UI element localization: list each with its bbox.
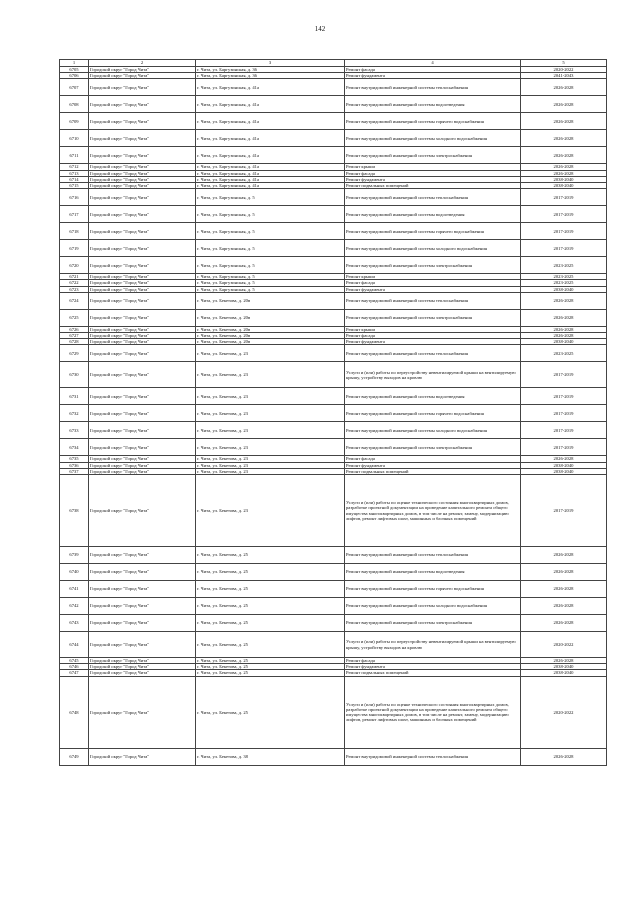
- row-number: 6713: [60, 170, 89, 176]
- period-cell: 2026-2028: [521, 79, 607, 96]
- address-cell: г. Чита, ул. Бекетова, д. 20в: [196, 326, 345, 332]
- address-cell: г. Чита, ул. Бекетова, д. 23: [196, 422, 345, 439]
- work-type-cell: Ремонт внутридомовой инженерной системы электроснабжения: [345, 257, 521, 274]
- municipality-cell: Городской округ "Город Чита": [89, 223, 196, 240]
- period-cell: 2026-2028: [521, 326, 607, 332]
- period-cell: 2026-2028: [521, 333, 607, 339]
- municipality-cell: Городской округ "Город Чита": [89, 670, 196, 676]
- row-number: 6718: [60, 223, 89, 240]
- column-header: 1: [60, 60, 89, 67]
- period-cell: 2023-2025: [521, 345, 607, 362]
- row-number: 6732: [60, 405, 89, 422]
- period-cell: 2023-2025: [521, 274, 607, 280]
- municipality-cell: Городской округ "Город Чита": [89, 240, 196, 257]
- work-type-cell: Ремонт крыши: [345, 326, 521, 332]
- row-number: 6723: [60, 286, 89, 292]
- row-number: 6712: [60, 164, 89, 170]
- period-cell: 2038-2040: [521, 664, 607, 670]
- address-cell: г. Чита, ул. Баргузинская, д. 5: [196, 274, 345, 280]
- address-cell: г. Чита, ул. Баргузинская, д. 41а: [196, 113, 345, 130]
- municipality-cell: Городской округ "Город Чита": [89, 362, 196, 388]
- table-row: [60, 748, 607, 765]
- table-row: [60, 439, 607, 456]
- row-number: 6716: [60, 189, 89, 206]
- period-cell: 2026-2028: [521, 147, 607, 164]
- column-header: 3: [196, 60, 345, 67]
- address-cell: г. Чита, ул. Баргузинская, д. 41а: [196, 79, 345, 96]
- period-cell: 2026-2028: [521, 130, 607, 147]
- row-number: 6731: [60, 388, 89, 405]
- work-type-cell: Услуги и (или) работы по оценке технического состояния многоквартирных домов, разработке проектной документации на проведение капитального ремонта общего имущества многоквартирных домов, в том числе на ремонт, замену, модернизацию лифтов, ремонт лифтовых шахт, машинных и блочных помещений: [345, 475, 521, 547]
- address-cell: г. Чита, ул. Бекетова, д. 20в: [196, 333, 345, 339]
- table-row: [60, 564, 607, 581]
- row-number: 6710: [60, 130, 89, 147]
- table-row: [60, 388, 607, 405]
- work-type-cell: Ремонт внутридомовой инженерной системы теплоснабжения: [345, 292, 521, 309]
- period-cell: 2017-2019: [521, 388, 607, 405]
- period-cell: 2026-2028: [521, 598, 607, 615]
- work-type-cell: Ремонт внутридомовой инженерной системы горячего водоснабжения: [345, 581, 521, 598]
- work-type-cell: Ремонт внутридомовой инженерной системы электроснабжения: [345, 309, 521, 326]
- work-type-cell: Ремонт фасада: [345, 67, 521, 73]
- period-cell: 2038-2040: [521, 286, 607, 292]
- municipality-cell: Городской округ "Город Чита": [89, 309, 196, 326]
- municipality-cell: Городской округ "Город Чита": [89, 664, 196, 670]
- address-cell: г. Чита, ул. Бекетова, д. 23: [196, 462, 345, 468]
- period-cell: 2026-2028: [521, 615, 607, 632]
- address-cell: г. Чита, ул. Бекетова, д. 25: [196, 615, 345, 632]
- address-cell: г. Чита, ул. Бекетова, д. 25: [196, 598, 345, 615]
- period-cell: 2038-2040: [521, 176, 607, 182]
- table-row: [60, 362, 607, 388]
- row-number: 6740: [60, 564, 89, 581]
- work-type-cell: Услуги и (или) работы по переустройству невентилируемой крыши на вентилируемую крышу, устройству выходов на кровлю: [345, 362, 521, 388]
- municipality-cell: Городской округ "Город Чита": [89, 462, 196, 468]
- table-row: [60, 345, 607, 362]
- row-number: 6736: [60, 462, 89, 468]
- table-row: [60, 676, 607, 748]
- table-row: [60, 309, 607, 326]
- municipality-cell: Городской округ "Город Чита": [89, 113, 196, 130]
- municipality-cell: Городской округ "Город Чита": [89, 564, 196, 581]
- address-cell: г. Чита, ул. Бекетова, д. 23: [196, 362, 345, 388]
- table-row: [60, 405, 607, 422]
- work-type-cell: Ремонт внутридомовой инженерной системы теплоснабжения: [345, 748, 521, 765]
- period-cell: 2026-2028: [521, 309, 607, 326]
- municipality-cell: Городской округ "Город Чита": [89, 257, 196, 274]
- work-type-cell: Ремонт внутридомовой инженерной системы теплоснабжения: [345, 547, 521, 564]
- address-cell: г. Чита, ул. Баргузинская, д. 5: [196, 223, 345, 240]
- row-number: 6733: [60, 422, 89, 439]
- municipality-cell: Городской округ "Город Чита": [89, 333, 196, 339]
- work-type-cell: Ремонт подвальных помещений: [345, 670, 521, 676]
- period-cell: 2017-2019: [521, 405, 607, 422]
- municipality-cell: Городской округ "Город Чита": [89, 456, 196, 462]
- work-type-cell: Ремонт внутридомовой инженерной системы электроснабжения: [345, 147, 521, 164]
- period-cell: 2017-2019: [521, 189, 607, 206]
- address-cell: г. Чита, ул. Баргузинская, д. 5: [196, 240, 345, 257]
- work-type-cell: Ремонт внутридомовой инженерной системы холодного водоснабжения: [345, 598, 521, 615]
- table-row: [60, 257, 607, 274]
- municipality-cell: Городской округ "Город Чита": [89, 189, 196, 206]
- work-type-cell: Ремонт внутридомовой инженерной системы теплоснабжения: [345, 189, 521, 206]
- work-type-cell: Ремонт внутридомовой инженерной системы водоотведения: [345, 564, 521, 581]
- address-cell: г. Чита, ул. Бекетова, д. 25: [196, 547, 345, 564]
- municipality-cell: Городской округ "Город Чита": [89, 598, 196, 615]
- period-cell: 2026-2028: [521, 113, 607, 130]
- work-type-cell: Ремонт внутридомовой инженерной системы холодного водоснабжения: [345, 130, 521, 147]
- table-row: [60, 475, 607, 547]
- row-number: 6742: [60, 598, 89, 615]
- row-number: 6705: [60, 67, 89, 73]
- address-cell: г. Чита, ул. Баргузинская, д. 5: [196, 257, 345, 274]
- period-cell: 2038-2040: [521, 670, 607, 676]
- municipality-cell: Городской округ "Город Чита": [89, 183, 196, 189]
- address-cell: г. Чита, ул. Бекетова, д. 23: [196, 405, 345, 422]
- work-type-cell: Ремонт фундамента: [345, 462, 521, 468]
- work-type-cell: Услуги и (или) работы по переустройству невентилируемой крыши на вентилируемую крышу, устройству выходов на кровлю: [345, 632, 521, 658]
- period-cell: 2038-2040: [521, 339, 607, 345]
- municipality-cell: Городской округ "Город Чита": [89, 206, 196, 223]
- municipality-cell: Городской округ "Город Чита": [89, 67, 196, 73]
- work-type-cell: Ремонт фундамента: [345, 73, 521, 79]
- address-cell: г. Чита, ул. Бекетова, д. 23: [196, 475, 345, 547]
- row-number: 6715: [60, 183, 89, 189]
- municipality-cell: Городской округ "Город Чита": [89, 388, 196, 405]
- table-row: [60, 147, 607, 164]
- municipality-cell: Городской округ "Город Чита": [89, 176, 196, 182]
- municipality-cell: Городской округ "Город Чита": [89, 439, 196, 456]
- table-row: [60, 130, 607, 147]
- row-number: 6734: [60, 439, 89, 456]
- work-type-cell: Ремонт фундамента: [345, 339, 521, 345]
- row-number: 6726: [60, 326, 89, 332]
- row-number: 6739: [60, 547, 89, 564]
- address-cell: г. Чита, ул. Бекетова, д. 20в: [196, 309, 345, 326]
- period-cell: 2038-2040: [521, 468, 607, 474]
- address-cell: г. Чита, ул. Баргузинская, д. 36: [196, 73, 345, 79]
- work-type-cell: Ремонт внутридомовой инженерной системы горячего водоснабжения: [345, 113, 521, 130]
- address-cell: г. Чита, ул. Бекетова, д. 20в: [196, 292, 345, 309]
- row-number: 6714: [60, 176, 89, 182]
- row-number: 6735: [60, 456, 89, 462]
- row-number: 6724: [60, 292, 89, 309]
- work-type-cell: Ремонт фасада: [345, 658, 521, 664]
- table-row: [60, 113, 607, 130]
- municipality-cell: Городской округ "Город Чита": [89, 405, 196, 422]
- table-row: [60, 206, 607, 223]
- municipality-cell: Городской округ "Город Чита": [89, 164, 196, 170]
- row-number: 6708: [60, 96, 89, 113]
- table-row: [60, 189, 607, 206]
- row-number: 6706: [60, 73, 89, 79]
- period-cell: 2026-2028: [521, 748, 607, 765]
- work-type-cell: Ремонт внутридомовой инженерной системы водоотведения: [345, 96, 521, 113]
- address-cell: г. Чита, ул. Баргузинская, д. 41а: [196, 183, 345, 189]
- row-number: 6737: [60, 468, 89, 474]
- period-cell: 2026-2028: [521, 170, 607, 176]
- row-number: 6746: [60, 664, 89, 670]
- work-type-cell: Услуги и (или) работы по оценке технического состояния многоквартирных домов, разработке проектной документации на проведение капитального ремонта общего имущества многоквартирных домов, в том числе на ремонт, замену, модернизацию лифтов, ремонт лифтовых шахт, машинных и блочных помещений: [345, 676, 521, 748]
- work-type-cell: Ремонт фасада: [345, 456, 521, 462]
- table-row: [60, 547, 607, 564]
- period-cell: 2026-2028: [521, 564, 607, 581]
- row-number: 6730: [60, 362, 89, 388]
- work-type-cell: Ремонт фундамента: [345, 176, 521, 182]
- municipality-cell: Городской округ "Город Чита": [89, 326, 196, 332]
- municipality-cell: Городской округ "Город Чита": [89, 274, 196, 280]
- address-cell: г. Чита, ул. Бекетова, д. 38: [196, 748, 345, 765]
- period-cell: 2017-2019: [521, 422, 607, 439]
- address-cell: г. Чита, ул. Баргузинская, д. 5: [196, 280, 345, 286]
- address-cell: г. Чита, ул. Бекетова, д. 25: [196, 670, 345, 676]
- row-number: 6749: [60, 748, 89, 765]
- address-cell: г. Чита, ул. Баргузинская, д. 41а: [196, 96, 345, 113]
- period-cell: 2023-2025: [521, 257, 607, 274]
- row-number: 6717: [60, 206, 89, 223]
- address-cell: г. Чита, ул. Бекетова, д. 25: [196, 664, 345, 670]
- work-type-cell: Ремонт фасада: [345, 280, 521, 286]
- municipality-cell: Городской округ "Город Чита": [89, 547, 196, 564]
- table-row: [60, 79, 607, 96]
- row-number: 6727: [60, 333, 89, 339]
- period-cell: 2020-2022: [521, 676, 607, 748]
- work-type-cell: Ремонт внутридомовой инженерной системы теплоснабжения: [345, 79, 521, 96]
- address-cell: г. Чита, ул. Бекетова, д. 25: [196, 658, 345, 664]
- table-header-row: [60, 60, 607, 67]
- work-type-cell: Ремонт внутридомовой инженерной системы горячего водоснабжения: [345, 405, 521, 422]
- address-cell: г. Чита, ул. Баргузинская, д. 36: [196, 67, 345, 73]
- row-number: 6725: [60, 309, 89, 326]
- address-cell: г. Чита, ул. Баргузинская, д. 41а: [196, 130, 345, 147]
- column-header: 4: [345, 60, 521, 67]
- municipality-cell: Городской округ "Город Чита": [89, 170, 196, 176]
- period-cell: 2017-2019: [521, 362, 607, 388]
- table-row: [60, 615, 607, 632]
- address-cell: г. Чита, ул. Баргузинская, д. 41а: [196, 164, 345, 170]
- address-cell: г. Чита, ул. Бекетова, д. 25: [196, 676, 345, 748]
- address-cell: г. Чита, ул. Баргузинская, д. 41а: [196, 147, 345, 164]
- row-number: 6728: [60, 339, 89, 345]
- municipality-cell: Городской округ "Город Чита": [89, 676, 196, 748]
- column-header: 2: [89, 60, 196, 67]
- work-type-cell: Ремонт фасада: [345, 333, 521, 339]
- municipality-cell: Городской округ "Город Чита": [89, 292, 196, 309]
- work-type-cell: Ремонт внутридомовой инженерной системы теплоснабжения: [345, 345, 521, 362]
- work-type-cell: Ремонт крыши: [345, 164, 521, 170]
- municipality-cell: Городской округ "Город Чита": [89, 339, 196, 345]
- address-cell: г. Чита, ул. Бекетова, д. 23: [196, 345, 345, 362]
- municipality-cell: Городской округ "Город Чита": [89, 79, 196, 96]
- work-type-cell: Ремонт внутридомовой инженерной системы холодного водоснабжения: [345, 422, 521, 439]
- row-number: 6707: [60, 79, 89, 96]
- table-row: [60, 598, 607, 615]
- work-type-cell: Ремонт внутридомовой инженерной системы холодного водоснабжения: [345, 240, 521, 257]
- row-number: 6722: [60, 280, 89, 286]
- municipality-cell: Городской округ "Город Чита": [89, 748, 196, 765]
- municipality-cell: Городской округ "Город Чита": [89, 632, 196, 658]
- period-cell: 2017-2019: [521, 475, 607, 547]
- work-type-cell: Ремонт внутридомовой инженерной системы электроснабжения: [345, 615, 521, 632]
- capital-repair-table: [59, 59, 607, 766]
- row-number: 6721: [60, 274, 89, 280]
- page-number: 142: [314, 25, 326, 33]
- period-cell: 2020-2022: [521, 632, 607, 658]
- row-number: 6719: [60, 240, 89, 257]
- period-cell: 2026-2028: [521, 96, 607, 113]
- table-row: [60, 292, 607, 309]
- period-cell: 2026-2028: [521, 456, 607, 462]
- work-type-cell: Ремонт подвальных помещений: [345, 183, 521, 189]
- address-cell: г. Чита, ул. Баргузинская, д. 41а: [196, 170, 345, 176]
- municipality-cell: Городской округ "Город Чита": [89, 147, 196, 164]
- period-cell: 2038-2040: [521, 462, 607, 468]
- row-number: 6744: [60, 632, 89, 658]
- row-number: 6745: [60, 658, 89, 664]
- address-cell: г. Чита, ул. Бекетова, д. 23: [196, 388, 345, 405]
- table-row: [60, 422, 607, 439]
- table-row: [60, 240, 607, 257]
- municipality-cell: Городской округ "Город Чита": [89, 130, 196, 147]
- address-cell: г. Чита, ул. Бекетова, д. 23: [196, 468, 345, 474]
- period-cell: 2026-2028: [521, 581, 607, 598]
- period-cell: 2026-2028: [521, 292, 607, 309]
- table-row: [60, 223, 607, 240]
- municipality-cell: Городской округ "Город Чита": [89, 96, 196, 113]
- period-cell: 2041-2043: [521, 73, 607, 79]
- row-number: 6747: [60, 670, 89, 676]
- period-cell: 2020-2022: [521, 67, 607, 73]
- period-cell: 2017-2019: [521, 223, 607, 240]
- row-number: 6720: [60, 257, 89, 274]
- municipality-cell: Городской округ "Город Чита": [89, 475, 196, 547]
- work-type-cell: Ремонт внутридомовой инженерной системы водоотведения: [345, 388, 521, 405]
- municipality-cell: Городской округ "Город Чита": [89, 73, 196, 79]
- table-row: [60, 96, 607, 113]
- municipality-cell: Городской округ "Город Чита": [89, 468, 196, 474]
- address-cell: г. Чита, ул. Баргузинская, д. 5: [196, 206, 345, 223]
- address-cell: г. Чита, ул. Бекетова, д. 20в: [196, 339, 345, 345]
- address-cell: г. Чита, ул. Баргузинская, д. 5: [196, 189, 345, 206]
- municipality-cell: Городской округ "Город Чита": [89, 422, 196, 439]
- work-type-cell: Ремонт крыши: [345, 274, 521, 280]
- work-type-cell: Ремонт внутридомовой инженерной системы электроснабжения: [345, 439, 521, 456]
- row-number: 6729: [60, 345, 89, 362]
- work-type-cell: Ремонт фундамента: [345, 286, 521, 292]
- address-cell: г. Чита, ул. Бекетова, д. 25: [196, 632, 345, 658]
- column-header: 5: [521, 60, 607, 67]
- address-cell: г. Чита, ул. Бекетова, д. 25: [196, 581, 345, 598]
- municipality-cell: Городской округ "Город Чита": [89, 286, 196, 292]
- work-type-cell: Ремонт фундамента: [345, 664, 521, 670]
- work-type-cell: Ремонт подвальных помещений: [345, 468, 521, 474]
- address-cell: г. Чита, ул. Бекетова, д. 23: [196, 439, 345, 456]
- work-type-cell: Ремонт внутридомовой инженерной системы горячего водоснабжения: [345, 223, 521, 240]
- work-type-cell: Ремонт внутридомовой инженерной системы водоотведения: [345, 206, 521, 223]
- address-cell: г. Чита, ул. Баргузинская, д. 41а: [196, 176, 345, 182]
- period-cell: 2017-2019: [521, 439, 607, 456]
- period-cell: 2026-2028: [521, 658, 607, 664]
- row-number: 6741: [60, 581, 89, 598]
- work-type-cell: Ремонт фасада: [345, 170, 521, 176]
- row-number: 6711: [60, 147, 89, 164]
- row-number: 6743: [60, 615, 89, 632]
- table-row: [60, 632, 607, 658]
- row-number: 6748: [60, 676, 89, 748]
- period-cell: 2038-2040: [521, 183, 607, 189]
- municipality-cell: Городской округ "Город Чита": [89, 581, 196, 598]
- row-number: 6709: [60, 113, 89, 130]
- address-cell: г. Чита, ул. Баргузинская, д. 5: [196, 286, 345, 292]
- address-cell: г. Чита, ул. Бекетова, д. 25: [196, 564, 345, 581]
- period-cell: 2017-2019: [521, 240, 607, 257]
- municipality-cell: Городской округ "Город Чита": [89, 280, 196, 286]
- row-number: 6738: [60, 475, 89, 547]
- table-row: [60, 581, 607, 598]
- period-cell: 2026-2028: [521, 547, 607, 564]
- municipality-cell: Городской округ "Город Чита": [89, 615, 196, 632]
- period-cell: 2026-2028: [521, 164, 607, 170]
- period-cell: 2017-2019: [521, 206, 607, 223]
- period-cell: 2023-2025: [521, 280, 607, 286]
- municipality-cell: Городской округ "Город Чита": [89, 345, 196, 362]
- address-cell: г. Чита, ул. Бекетова, д. 23: [196, 456, 345, 462]
- municipality-cell: Городской округ "Город Чита": [89, 658, 196, 664]
